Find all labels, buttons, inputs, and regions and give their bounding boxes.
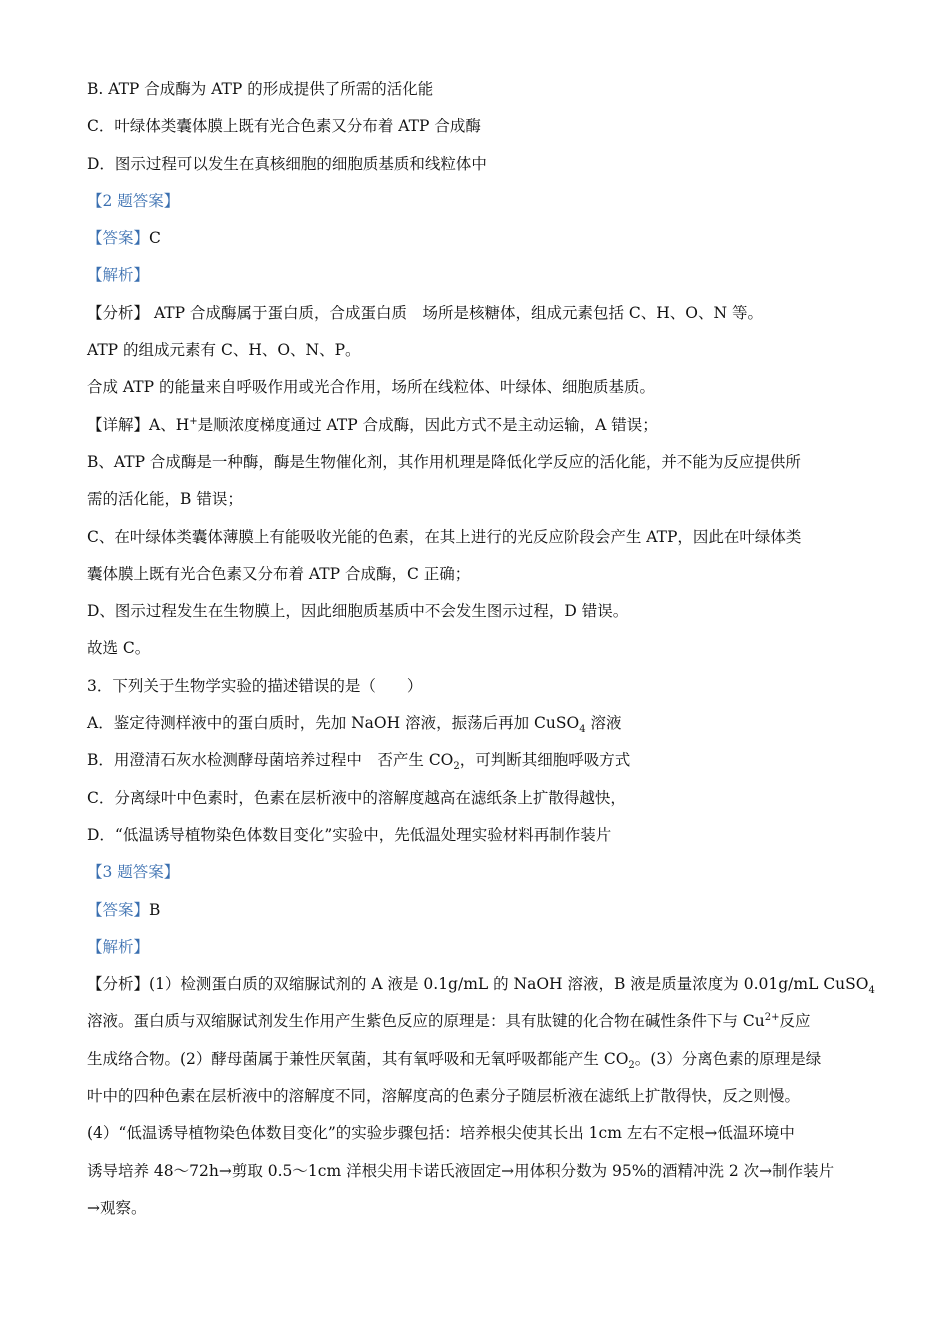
q2-fenxi-1-text: ATP 合成酶属于蛋白质，合成蛋白质 场所是核糖体，组成元素包括 C、H、O、N 等。 <box>149 303 763 322</box>
q3-option-a-post: 溶液 <box>585 714 622 733</box>
q2-fenxi-3: 合成 ATP 的能量来自呼吸作用或光合作用，场所在线粒体、叶绿体、细胞质基质。 <box>87 378 655 397</box>
q3-option-b-pre: B．用澄清石灰水检测酵母菌培养过程中 否产生 CO <box>87 751 454 770</box>
q2-option-c: C．叶绿体类囊体膜上既有光合色素又分布着 ATP 合成酶 <box>87 117 481 136</box>
q3-fenxi-3 <box>87 1048 877 1070</box>
q3-fenxi-2-pre: 溶液。蛋白质与双缩脲试剂发生作用产生紫色反应的原理是：具有肽键的化合物在碱性条件下与 Cu <box>87 1012 765 1031</box>
q3-analysis-header: 【解析】 <box>87 937 150 956</box>
q2-conclusion: 故选 C。 <box>87 639 151 658</box>
q3-fenxi-2-post: 反应 <box>779 1012 811 1031</box>
q3-fenxi-3-post: 。(3）分离色素的原理是绿 <box>634 1049 822 1068</box>
q3-option-a-sub: 4 <box>579 724 586 736</box>
q3-option-b <box>87 749 877 771</box>
q3-option-d: D．“低温诱导植物染色体数目变化”实验中，先低温处理实验材料再制作装片 <box>87 825 612 844</box>
q2-analysis-header: 【解析】 <box>87 266 150 285</box>
q2-detail-tag: 【详解】 <box>87 415 150 434</box>
q3-stem: 3．下列关于生物学实验的描述错误的是（ ） <box>87 676 423 695</box>
q2-detail-a-post: 是顺浓度梯度通过 ATP 合成酶，因此方式不是主动运输，A 错误； <box>197 415 658 434</box>
q2-fenxi-tag: 【分析】 <box>87 303 150 322</box>
q2-detail-d: D、图示过程发生在生物膜上，因此细胞质基质中不会发生图示过程，D 错误。 <box>87 602 629 621</box>
q3-answer-tag: 【答案】 <box>87 900 150 919</box>
q3-fenxi-2-sup: 2+ <box>764 1012 780 1024</box>
q2-detail-c-1: C、在叶绿体类囊体薄膜上有能吸收光能的色素，在其上进行的光反应阶段会产生 ATP，因此在叶绿体类 <box>87 527 802 546</box>
q2-detail-a-sup: + <box>189 415 198 427</box>
q3-option-a <box>87 712 877 734</box>
q3-fenxi-1-pre: (1）检测蛋白质的双缩脲试剂的 A 液是 0.1g/mL 的 NaOH 溶液，B 液是质量浓度为 0.01g/mL CuSO <box>149 975 869 994</box>
q2-detail-b-2: 需的活化能，B 错误； <box>87 490 243 509</box>
q3-fenxi-6: 诱导培养 48～72h→剪取 0.5～1cm 洋根尖用卡诺氏液固定→用体积分数为 95%的酒精冲洗 2 次→制作装片 <box>87 1161 835 1180</box>
q3-option-b-sub: 2 <box>453 761 460 773</box>
q2-detail-a <box>87 414 877 436</box>
q3-fenxi-1-sub: 4 <box>868 985 875 997</box>
q3-option-a-pre: A．鉴定待测样液中的蛋白质时，先加 NaOH 溶液，振荡后再加 CuSO <box>87 714 580 733</box>
q3-fenxi-5: (4）“低温诱导植物染色体数目变化”的实验步骤包括：培养根尖使其长出 1cm 左右不定根→低温环境中 <box>87 1124 795 1143</box>
q2-answer <box>87 227 877 249</box>
q3-fenxi-2 <box>87 1010 877 1032</box>
q2-option-d: D．图示过程可以发生在真核细胞的细胞质基质和线粒体中 <box>87 154 487 173</box>
q2-answer-header: 【2 题答案】 <box>87 191 180 210</box>
q2-answer-tag: 【答案】 <box>87 229 150 248</box>
q3-fenxi-4: 叶中的四种色素在层析液中的溶解度不同，溶解度高的色素分子随层析液在滤纸上扩散得快，反之则慢。 <box>87 1087 801 1106</box>
document-page <box>87 78 877 1219</box>
q2-answer-value: C <box>149 229 161 248</box>
q2-detail-c-2: 囊体膜上既有光合色素又分布着 ATP 合成酶，C 正确； <box>87 564 471 583</box>
q2-fenxi-1 <box>87 302 877 324</box>
q3-option-b-post: ，可判断其细胞呼吸方式 <box>459 751 631 770</box>
q3-fenxi-3-pre: 生成络合物。(2）酵母菌属于兼性厌氧菌，其有氧呼吸和无氧呼吸都能产生 CO <box>87 1049 629 1068</box>
q3-fenxi-1 <box>87 973 877 995</box>
q3-answer-value: B <box>149 900 161 919</box>
q3-fenxi-tag: 【分析】 <box>87 975 150 994</box>
q2-detail-b-1: B、ATP 合成酶是一种酶，酶是生物催化剂，其作用机理是降低化学反应的活化能，并不能为反应提供所 <box>87 452 801 471</box>
q3-fenxi-7: →观察。 <box>87 1198 147 1217</box>
q2-detail-a-pre: A、H <box>149 415 190 434</box>
q3-answer-header: 【3 题答案】 <box>87 863 180 882</box>
q3-fenxi-3-sub: 2 <box>628 1059 635 1071</box>
q2-option-b: B. ATP 合成酶为 ATP 的形成提供了所需的活化能 <box>87 80 434 98</box>
q3-option-c: C．分离绿叶中色素时，色素在层析液中的溶解度越高在滤纸条上扩散得越快， <box>87 788 626 807</box>
q3-answer <box>87 899 877 921</box>
q2-fenxi-2: ATP 的组成元素有 C、H、O、N、P。 <box>87 341 361 360</box>
